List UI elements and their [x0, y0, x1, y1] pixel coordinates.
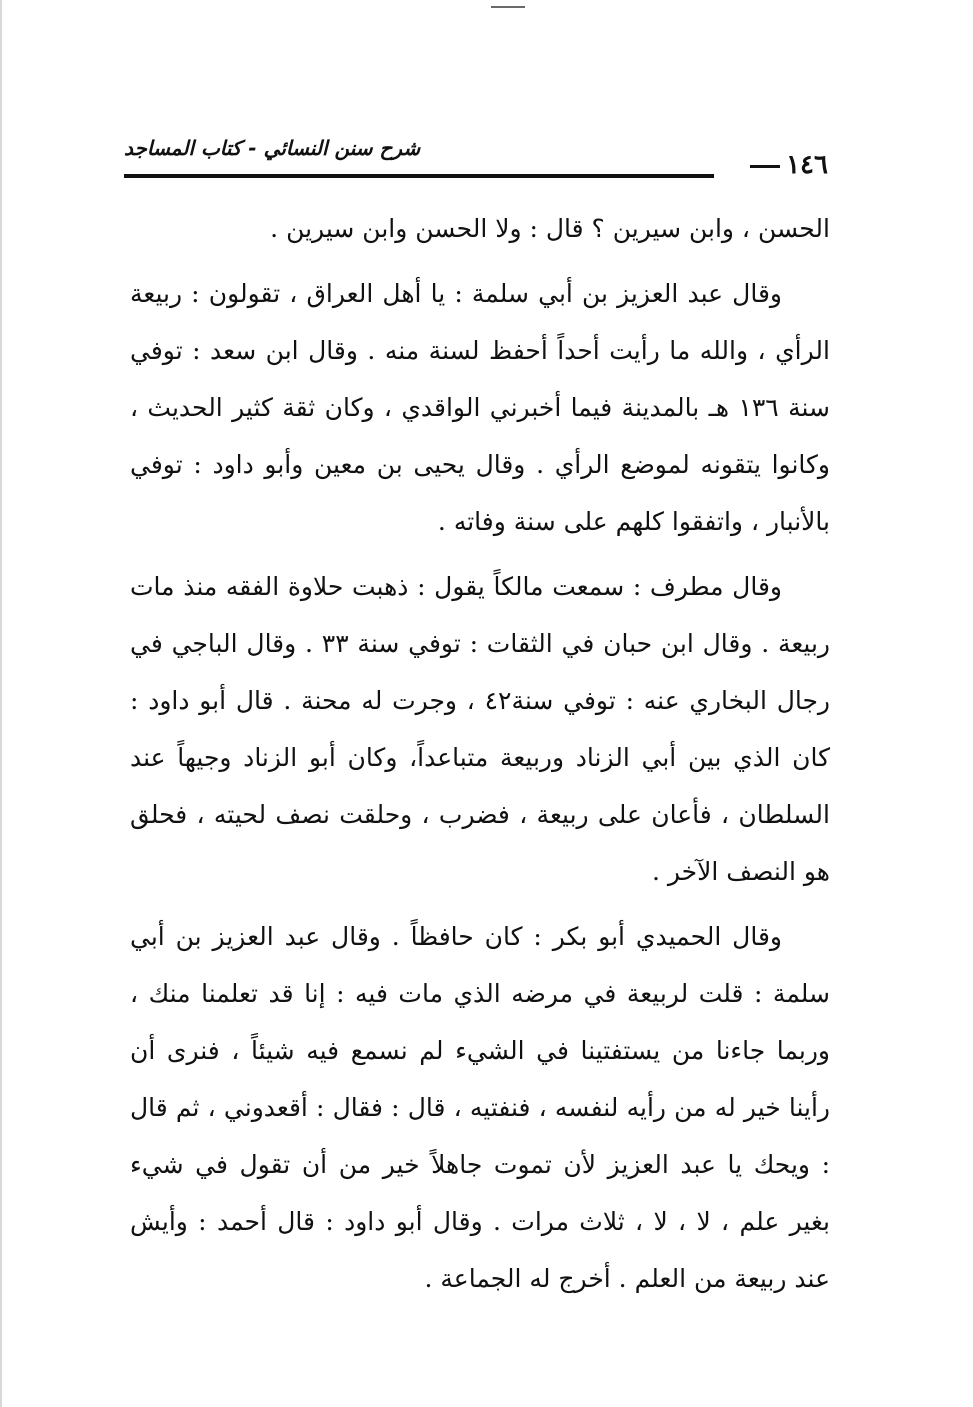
body-text	[130, 200, 830, 1307]
page-number-dash	[750, 165, 780, 168]
paragraph-3: وقال مطرف : سمعت مالكاً يقول : ذهبت حلاوة الفقه منذ مات ربيعة . وقال ابن حبان في الثقات : توفي سنة ٣٣ . وقال الباجي في رجال البخاري عنه : توفي سنة٤٢ ، وجرت له محنة . قال أبو داود : كان الذي بين أبي الزناد وربيعة متباعداً، وكان أبو الزناد وجيهاً عند السلطان ، فأعان على ربيعة ، فضرب ، وحلقت نصف لحيته ، فحلق هو النصف الآخر .	[130, 572, 831, 886]
page-number	[750, 152, 828, 178]
page-number-value: ١٤٦	[786, 150, 828, 180]
book-title: شرح سنن النسائي - كتاب المساجد	[124, 136, 421, 160]
paragraph-1: الحسن ، وابن سيرين ؟ قال : ولا الحسن وابن سيرين .	[270, 214, 830, 243]
top-mark	[491, 6, 525, 8]
paragraph-4: وقال الحميدي أبو بكر : كان حافظاً . وقال عبد العزيز بن أبي سلمة : قلت لربيعة في مرضه الذي مات فيه : إنا قد تعلمنا منك ، وربما جاءنا من يستفتينا في الشيء لم نسمع فيه شيئاً ، فنرى أن رأينا خير له من رأيه لنفسه ، فنفتيه ، قال : فقال : أقعدوني ، ثم قال : ويحك يا عبد العزيز لأن تموت جاهلاً خير من أن تقول في شيء بغير علم ، لا ، لا ، ثلاث مرات . وقال أبو داود : قال أحمد : وأيش عند ربيعة من العلم . أخرج له الجماعة .	[130, 922, 830, 1293]
paragraph-2: وقال عبد العزيز بن أبي سلمة : يا أهل العراق ، تقولون : ربيعة الرأي ، والله ما رأيت أحداً أحفظ لسنة منه . وقال ابن سعد : توفي سنة ١٣٦ هـ بالمدينة فيما أخبرني الواقدي ، وكان ثقة كثير الحديث ، وكانوا يتقونه لموضع الرأي . وقال يحيى بن معين وأبو داود : توفي بالأنبار ، واتفقوا كلهم على سنة وفاته .	[130, 279, 830, 536]
header-rule	[124, 174, 714, 178]
running-header	[124, 130, 828, 190]
page-edge	[0, 0, 2, 1407]
